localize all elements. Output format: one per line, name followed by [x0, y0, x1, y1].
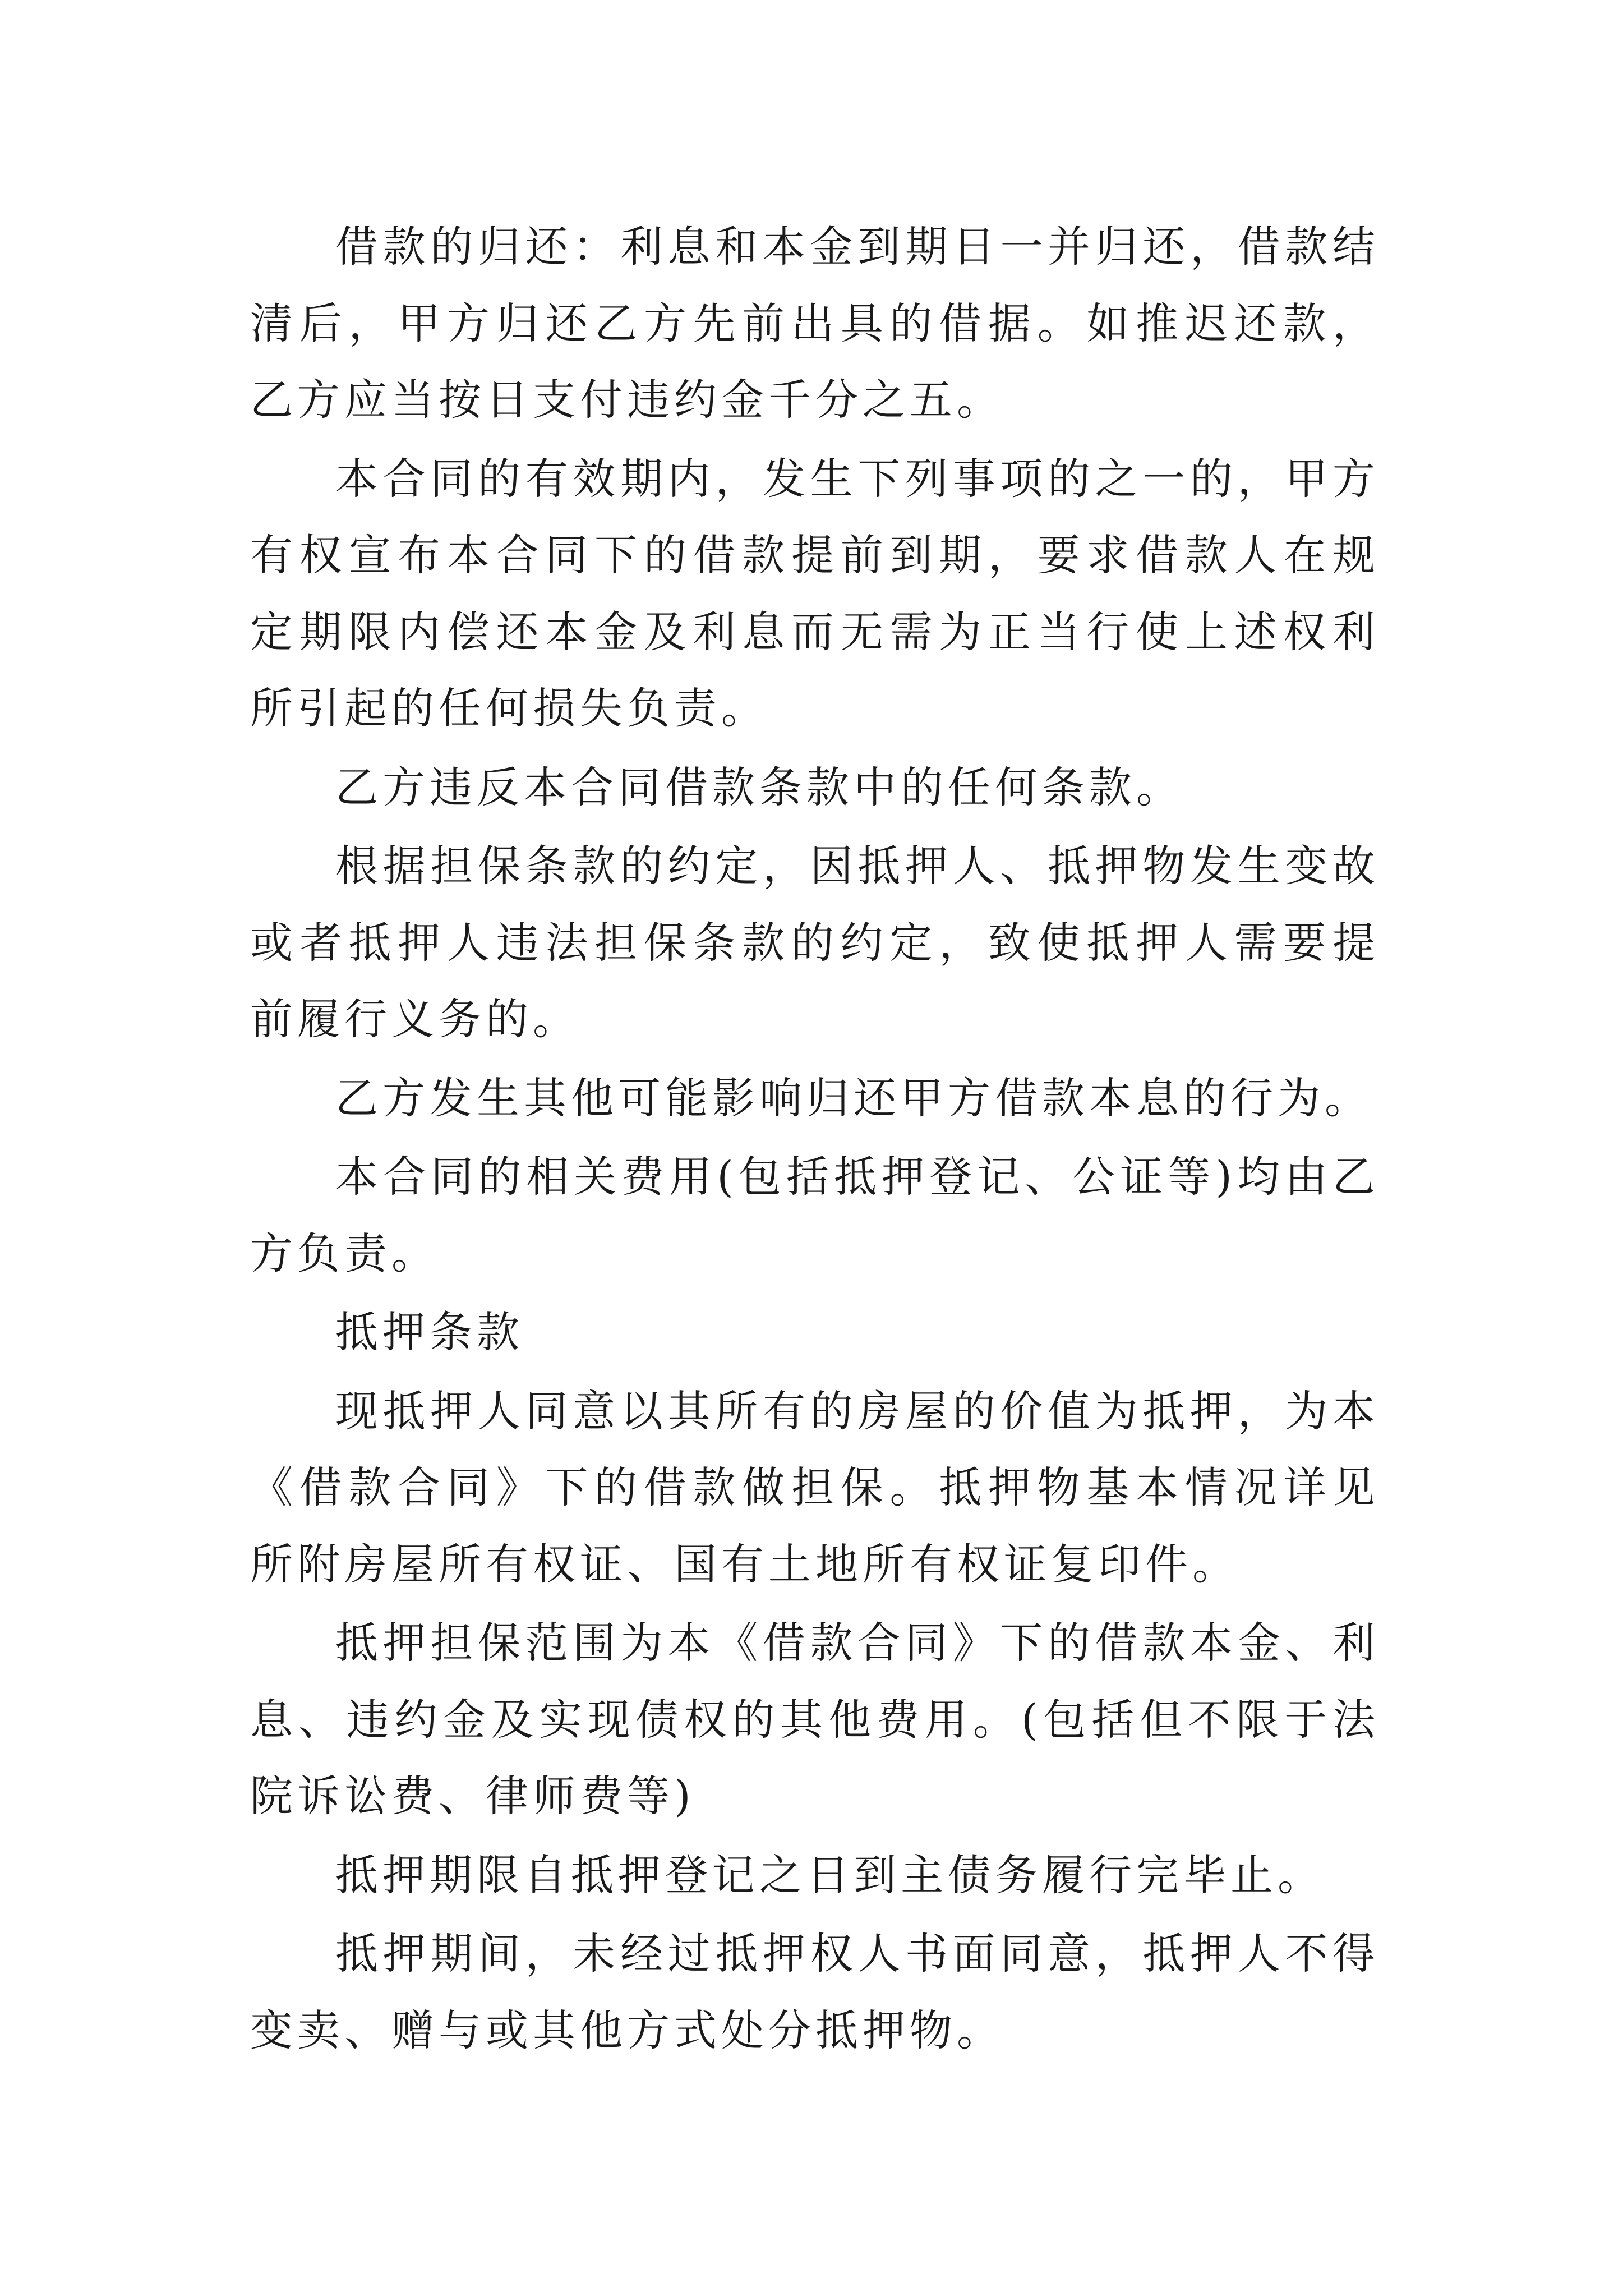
paragraph-breach-of-terms: 乙方违反本合同借款条款中的任何条款。	[335, 762, 1183, 812]
paragraph-mortgage-consent: 现抵押人同意以其所有的房屋的价值为抵押，为本《借款合同》下的借款做担保。抵押物基本情况详见所附房屋所有权证、国有土地所有权证复印件。	[250, 1386, 1380, 1589]
paragraph-fees: 本合同的相关费用(包括抵押登记、公证等)均由乙方负责。	[250, 1152, 1380, 1278]
paragraph-other-behavior: 乙方发生其他可能影响归还甲方借款本息的行为。	[335, 1073, 1372, 1123]
paragraph-mortgage-restriction: 抵押期间，未经过抵押权人书面同意，抵押人不得变卖、赠与或其他方式处分抵押物。	[250, 1929, 1380, 2055]
paragraph-early-maturity: 本合同的有效期内，发生下列事项的之一的，甲方有权宣布本合同下的借款提前到期，要求借款人在规定期限内偿还本金及利息而无需为正当行使上述权利所引起的任何损失负责。	[250, 453, 1380, 733]
section-heading-mortgage-terms: 抵押条款	[335, 1307, 524, 1357]
paragraph-guarantee-change: 根据担保条款的约定，因抵押人、抵押物发生变故或者抵押人违法担保条款的约定，致使抵押人需要提前履行义务的。	[250, 841, 1380, 1044]
document-body	[250, 209, 1380, 2071]
paragraph-mortgage-term: 抵押期限自抵押登记之日到主债务履行完毕止。	[335, 1849, 1325, 1900]
paragraph-loan-repayment: 借款的归还：利息和本金到期日一并归还，借款结清后，甲方归还乙方先前出具的借据。如推迟还款，乙方应当按日支付违约金千分之五。	[250, 222, 1380, 425]
paragraph-mortgage-scope: 抵押担保范围为本《借款合同》下的借款本金、利息、违约金及实现债权的其他费用。(包括但不限于法院诉讼费、律师费等)	[250, 1618, 1380, 1821]
